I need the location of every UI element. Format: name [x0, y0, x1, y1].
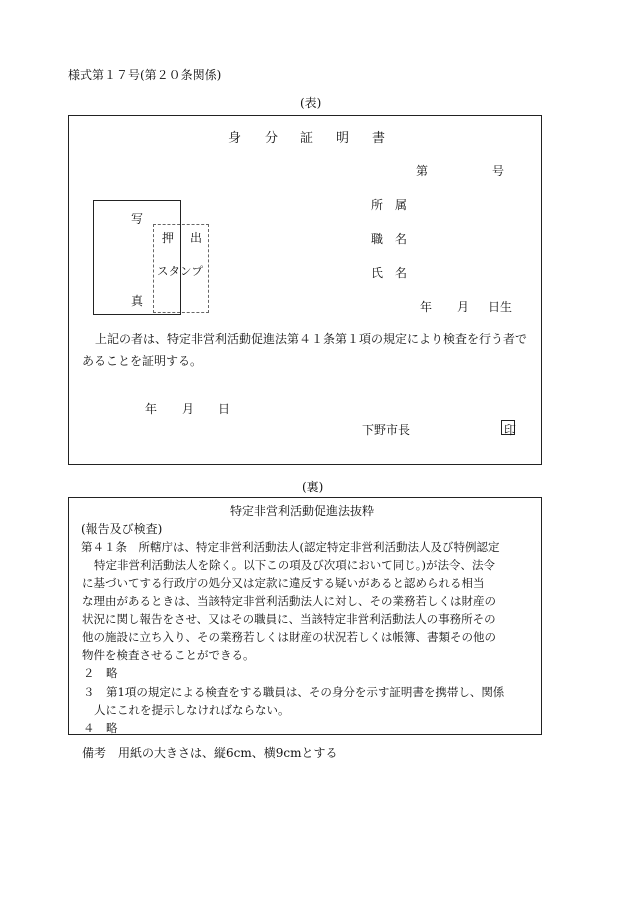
number-prefix: 第	[416, 164, 429, 178]
title-char: 書	[372, 131, 386, 146]
law-section-heading: (報告及び検査)	[81, 522, 163, 536]
field-name: 氏 名	[371, 266, 408, 280]
article-line: 他の施設に立ち入り、その業務若しくは財産の状況若しくは帳簿、書類その他の	[82, 630, 496, 644]
back-side-label: (裏)	[302, 480, 324, 494]
seal-mark: 印	[504, 423, 517, 437]
article-line: 物件を検査させることができる。	[82, 648, 255, 662]
article-line: な理由があるときは、当該特定非営利活動法人に対し、その業務若しくは財産の	[82, 594, 496, 608]
item-3-line-2: 人にこれを提示しなければならない。	[94, 703, 290, 717]
article-line: 特定非営利活動法人を除く。以下この項及び次項において同じ。)が法令、法令	[94, 558, 496, 572]
article-line: に基づいてする行政庁の処分又は定款に違反する疑いがあると認められる相当	[82, 576, 485, 590]
certification-line-2: あることを証明する。	[82, 354, 203, 368]
stamp-label-out: 出	[190, 231, 203, 245]
item-4: ４ 略	[83, 721, 118, 735]
item-2: ２ 略	[83, 666, 118, 680]
front-side-label: (表)	[300, 96, 322, 110]
title-char: 身	[228, 131, 242, 146]
title-char: 証	[300, 131, 314, 146]
certification-line-1: 上記の者は、特定非営利活動促進法第４１条第１項の規定により検査を行う者で	[95, 332, 528, 346]
title-char: 明	[336, 131, 350, 146]
issuer: 下野市長	[362, 423, 411, 437]
stamp-label-stamp: スタンプ	[157, 264, 203, 278]
issue-month: 月	[182, 402, 195, 416]
field-affiliation: 所 属	[371, 198, 408, 212]
item-3-line-1: ３ 第1項の規定による検査をする職員は、その身分を示す証明書を携帯し、関係	[83, 685, 505, 699]
form-number: 様式第１７号(第２０条関係)	[68, 68, 222, 82]
law-excerpt-title: 特定非営利活動促進法抜粋	[230, 504, 375, 518]
issue-day: 日	[218, 402, 231, 416]
number-suffix: 号	[492, 164, 505, 178]
title-char: 分	[265, 131, 279, 146]
field-position: 職 名	[371, 232, 408, 246]
article-line: 状況に関し報告をさせ、又はその職員に、当該特定非営利活動法人の事務所その	[82, 612, 496, 626]
remarks-note: 備考 用紙の大きさは、縦6cm、横9cmとする	[82, 746, 338, 760]
article-line: 第４１条 所轄庁は、特定非営利活動法人(認定特定非営利活動法人及び特例認定	[81, 540, 500, 554]
birth-year: 年	[420, 300, 433, 314]
birth-day: 日生	[488, 300, 513, 314]
photo-label-top: 写	[131, 212, 144, 226]
issue-year: 年	[145, 402, 158, 416]
stamp-label-push: 押	[162, 231, 175, 245]
photo-label-bottom: 真	[131, 294, 144, 308]
birth-month: 月	[457, 300, 470, 314]
